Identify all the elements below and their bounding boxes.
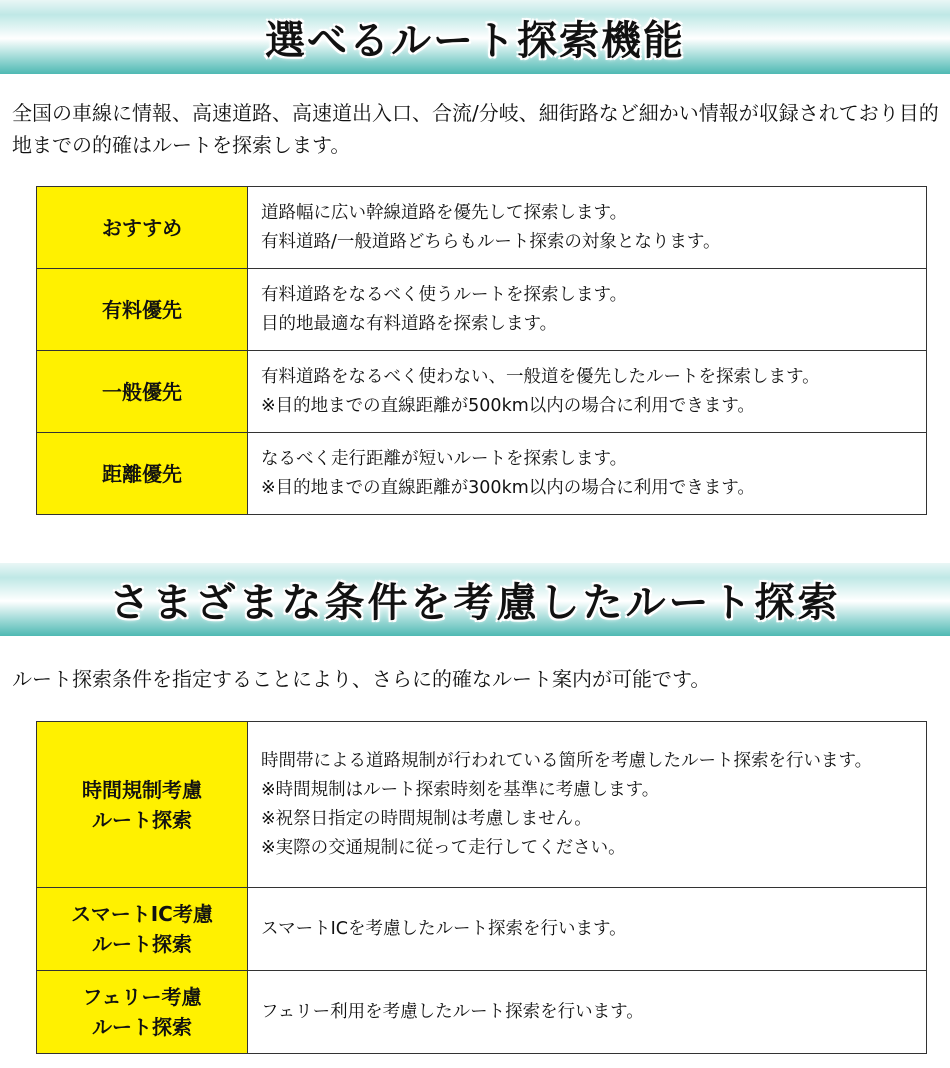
condition-name-line: ルート探索 — [92, 807, 192, 832]
option-description — [248, 351, 927, 433]
condition-name — [37, 888, 248, 971]
description-line: 道路幅に広い幹線道路を優先して探索します。 — [261, 202, 628, 223]
table-row — [37, 888, 927, 971]
condition-name-line: 時間規制考慮 — [82, 777, 202, 802]
description-line: 有料道路をなるべく使わない、一般道を優先したルートを探索します。 — [261, 366, 820, 387]
description-line: ※祝祭日指定の時間規制は考慮しません。 — [261, 808, 592, 829]
section-title: さまざまな条件を考慮したルート探索 — [109, 580, 841, 626]
description-line: ※時間規制はルート探索時刻を基準に考慮します。 — [261, 779, 660, 800]
condition-name-line: フェリー考慮 — [82, 985, 202, 1009]
option-description — [248, 433, 927, 515]
description-line: 目的地最適な有料道路を探索します。 — [261, 313, 558, 334]
condition-description — [248, 971, 927, 1054]
table-row — [37, 269, 927, 351]
description-line: スマートICを考慮したルート探索を行います。 — [261, 918, 627, 939]
condition-name-line: ルート探索 — [92, 1015, 192, 1039]
section-intro: 全国の車線に情報、高速道路、高速道出入口、合流/分岐、細街路など細かい情報が収録されており目的地までの的確はルートを探索します。 — [12, 101, 939, 157]
description-line: フェリー利用を考慮したルート探索を行います。 — [261, 1001, 644, 1022]
description-line: ※実際の交通規制に従って走行してください。 — [261, 837, 626, 858]
option-name: 有料優先 — [37, 269, 248, 351]
table-row — [37, 433, 927, 515]
condition-description — [248, 888, 927, 971]
description-line: ※目的地までの直線距離が300km以内の場合に利用できます。 — [261, 477, 755, 498]
option-name: 一般優先 — [37, 351, 248, 433]
table-row — [37, 971, 927, 1054]
description-line: なるべく走行距離が短いルートを探索します。 — [261, 448, 628, 469]
route-options-table — [36, 186, 927, 515]
condition-name — [37, 722, 248, 888]
description-line: 有料道路をなるべく使うルートを探索します。 — [261, 284, 628, 305]
option-name: おすすめ — [37, 187, 248, 269]
section-intro: ルート探索条件を指定することにより、さらに的確なルート案内が可能です。 — [12, 667, 711, 691]
condition-name-line: ルート探索 — [92, 932, 192, 956]
table-row — [37, 351, 927, 433]
table-row — [37, 722, 927, 888]
section-banner-route-options — [0, 0, 950, 74]
option-description — [248, 187, 927, 269]
option-description — [248, 269, 927, 351]
section-banner-conditions — [0, 563, 950, 636]
section-title: 選べるルート探索機能 — [265, 17, 685, 64]
description-line: ※目的地までの直線距離が500km以内の場合に利用できます。 — [261, 395, 755, 416]
description-line: 時間帯による道路規制が行われている箇所を考慮したルート探索を行います。 — [261, 750, 873, 771]
condition-name — [37, 971, 248, 1054]
condition-description — [248, 722, 927, 888]
option-name: 距離優先 — [37, 433, 248, 515]
condition-name-line: スマートIC考慮 — [71, 902, 213, 926]
description-line: 有料道路/一般道路どちらもルート探索の対象となります。 — [261, 231, 721, 252]
route-conditions-table — [36, 721, 927, 1054]
table-row — [37, 187, 927, 269]
